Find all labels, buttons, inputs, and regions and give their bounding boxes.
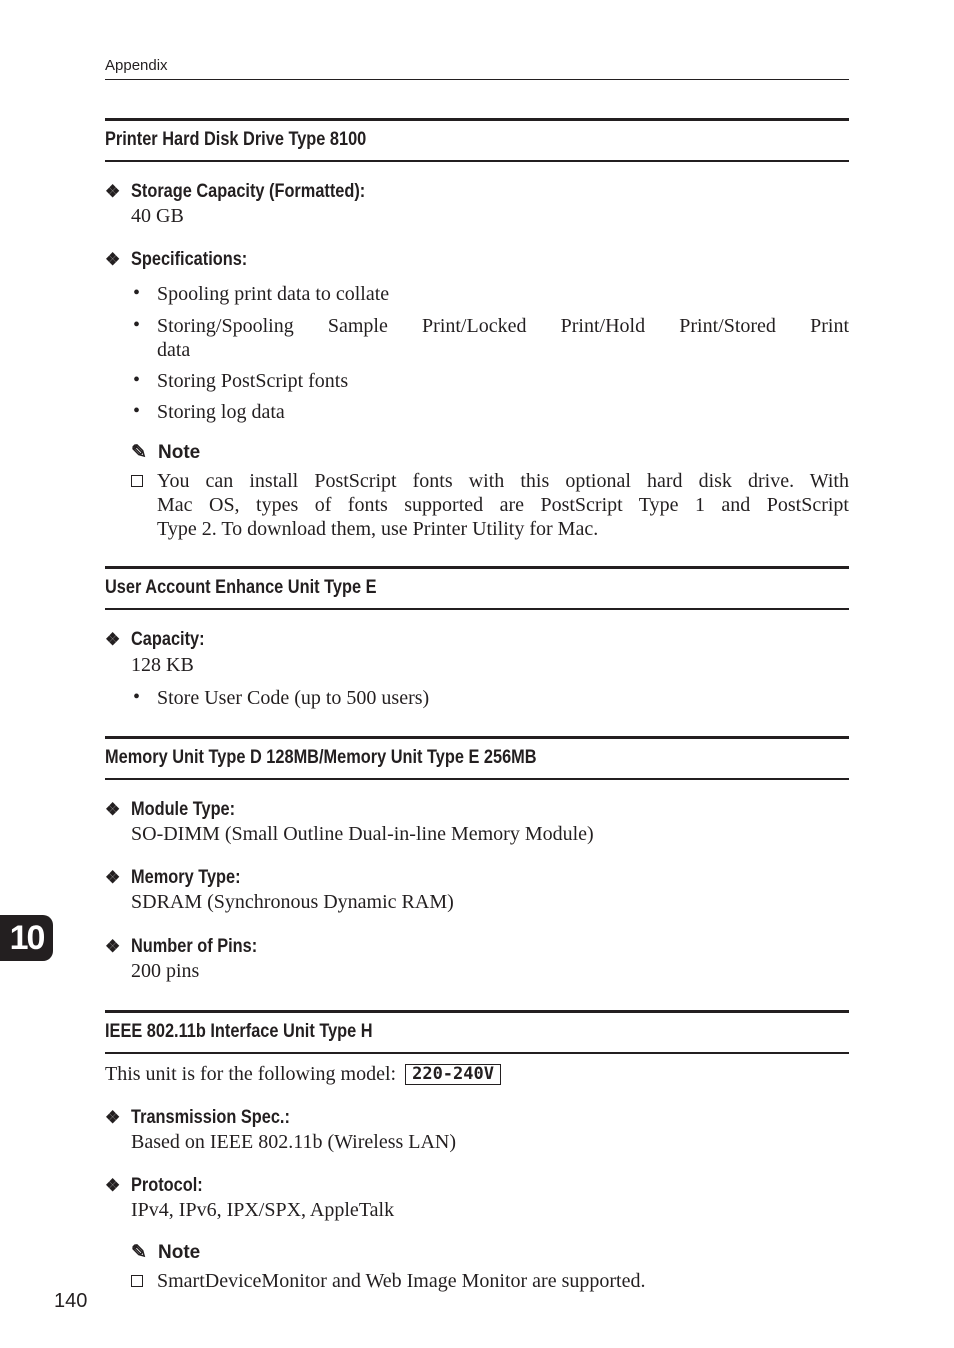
transmission-label-row [105,1107,316,1129]
model-badge: 220-240V [405,1064,501,1085]
checkbox-bullet-icon [131,1275,143,1287]
bullet-icon: • [133,314,141,336]
model-intro-text: This unit is for the following model: [105,1063,397,1085]
capacity-item: Store User Code (up to 500 users) [157,687,430,709]
number-of-pins-value: 200 pins [131,960,200,982]
spec-item: Storing PostScript fonts [157,370,349,392]
spec-item: Spooling print data to collate [157,283,390,305]
diamond-bullet-icon: ❖ [105,250,121,269]
storage-capacity-label: Storage Capacity (Formatted): [131,181,366,202]
header-rule [105,79,849,80]
specifications-label-row [105,249,266,271]
note-line: Type 2. To download them, use Printer Utility for Mac. [157,518,599,540]
diamond-bullet-icon: ❖ [105,937,121,956]
note-line: You can install PostScript fonts with this optional hard disk drive. With [157,470,849,492]
capacity-label: Capacity: [131,629,205,650]
section-title: User Account Enhance Unit Type E [105,577,377,598]
running-header: Appendix [105,57,168,74]
protocol-value: IPv4, IPv6, IPX/SPX, AppleTalk [131,1199,395,1221]
pencil-icon: ✎ [131,442,147,463]
memory-type-label: Memory Type: [131,867,241,888]
note-label: Note [158,1242,201,1263]
memory-type-value: SDRAM (Synchronous Dynamic RAM) [131,891,454,913]
diamond-bullet-icon: ❖ [105,868,121,887]
protocol-label-row [105,1175,214,1197]
section-title: Printer Hard Disk Drive Type 8100 [105,129,367,150]
module-type-value: SO-DIMM (Small Outline Dual-in-line Memory Module) [131,823,594,845]
module-type-label: Module Type: [131,799,236,820]
diamond-bullet-icon: ❖ [105,630,121,649]
diamond-bullet-icon: ❖ [105,800,121,819]
transmission-label: Transmission Spec.: [131,1107,290,1128]
chapter-tab: 10 [0,915,53,961]
note-heading [131,441,200,464]
diamond-bullet-icon: ❖ [105,1108,121,1127]
section-heading-memory-unit [105,736,849,780]
number-of-pins-label-row [105,936,278,958]
note-heading [131,1241,200,1264]
spec-item: Storing log data [157,401,285,423]
capacity-label-row [105,629,217,651]
module-type-label-row [105,799,252,821]
bullet-icon: • [133,369,141,391]
bullet-icon: • [133,686,141,708]
spec-item: Storing/Spooling Sample Print/Locked Print/Hold Print/Stored Print [157,315,849,337]
checkbox-bullet-icon [131,475,143,487]
section-heading-ieee [105,1010,849,1054]
number-of-pins-label: Number of Pins: [131,936,258,957]
memory-type-label-row [105,867,258,889]
diamond-bullet-icon: ❖ [105,1176,121,1195]
storage-capacity-value: 40 GB [131,205,184,227]
specifications-label: Specifications: [131,249,248,270]
section-heading-printer-hdd [105,118,849,162]
transmission-value: Based on IEEE 802.11b (Wireless LAN) [131,1131,457,1153]
section-title: Memory Unit Type D 128MB/Memory Unit Type E 256MB [105,747,537,768]
note-line: Mac OS, types of fonts supported are PostScript Type 1 and PostScript [157,494,849,516]
protocol-label: Protocol: [131,1175,203,1196]
pencil-icon: ✎ [131,1242,147,1263]
bullet-icon: • [133,282,141,304]
model-intro-line [105,1063,501,1086]
capacity-value: 128 KB [131,654,194,676]
note-line: SmartDeviceMonitor and Web Image Monitor are supported. [157,1270,646,1292]
diamond-bullet-icon: ❖ [105,182,121,201]
section-title: IEEE 802.11b Interface Unit Type H [105,1021,373,1042]
bullet-icon: • [133,400,141,422]
section-heading-user-account [105,566,849,610]
page-number: 140 [54,1290,88,1312]
storage-capacity-label-row [105,181,403,203]
spec-item-continued: data [157,339,191,361]
note-label: Note [158,442,201,463]
